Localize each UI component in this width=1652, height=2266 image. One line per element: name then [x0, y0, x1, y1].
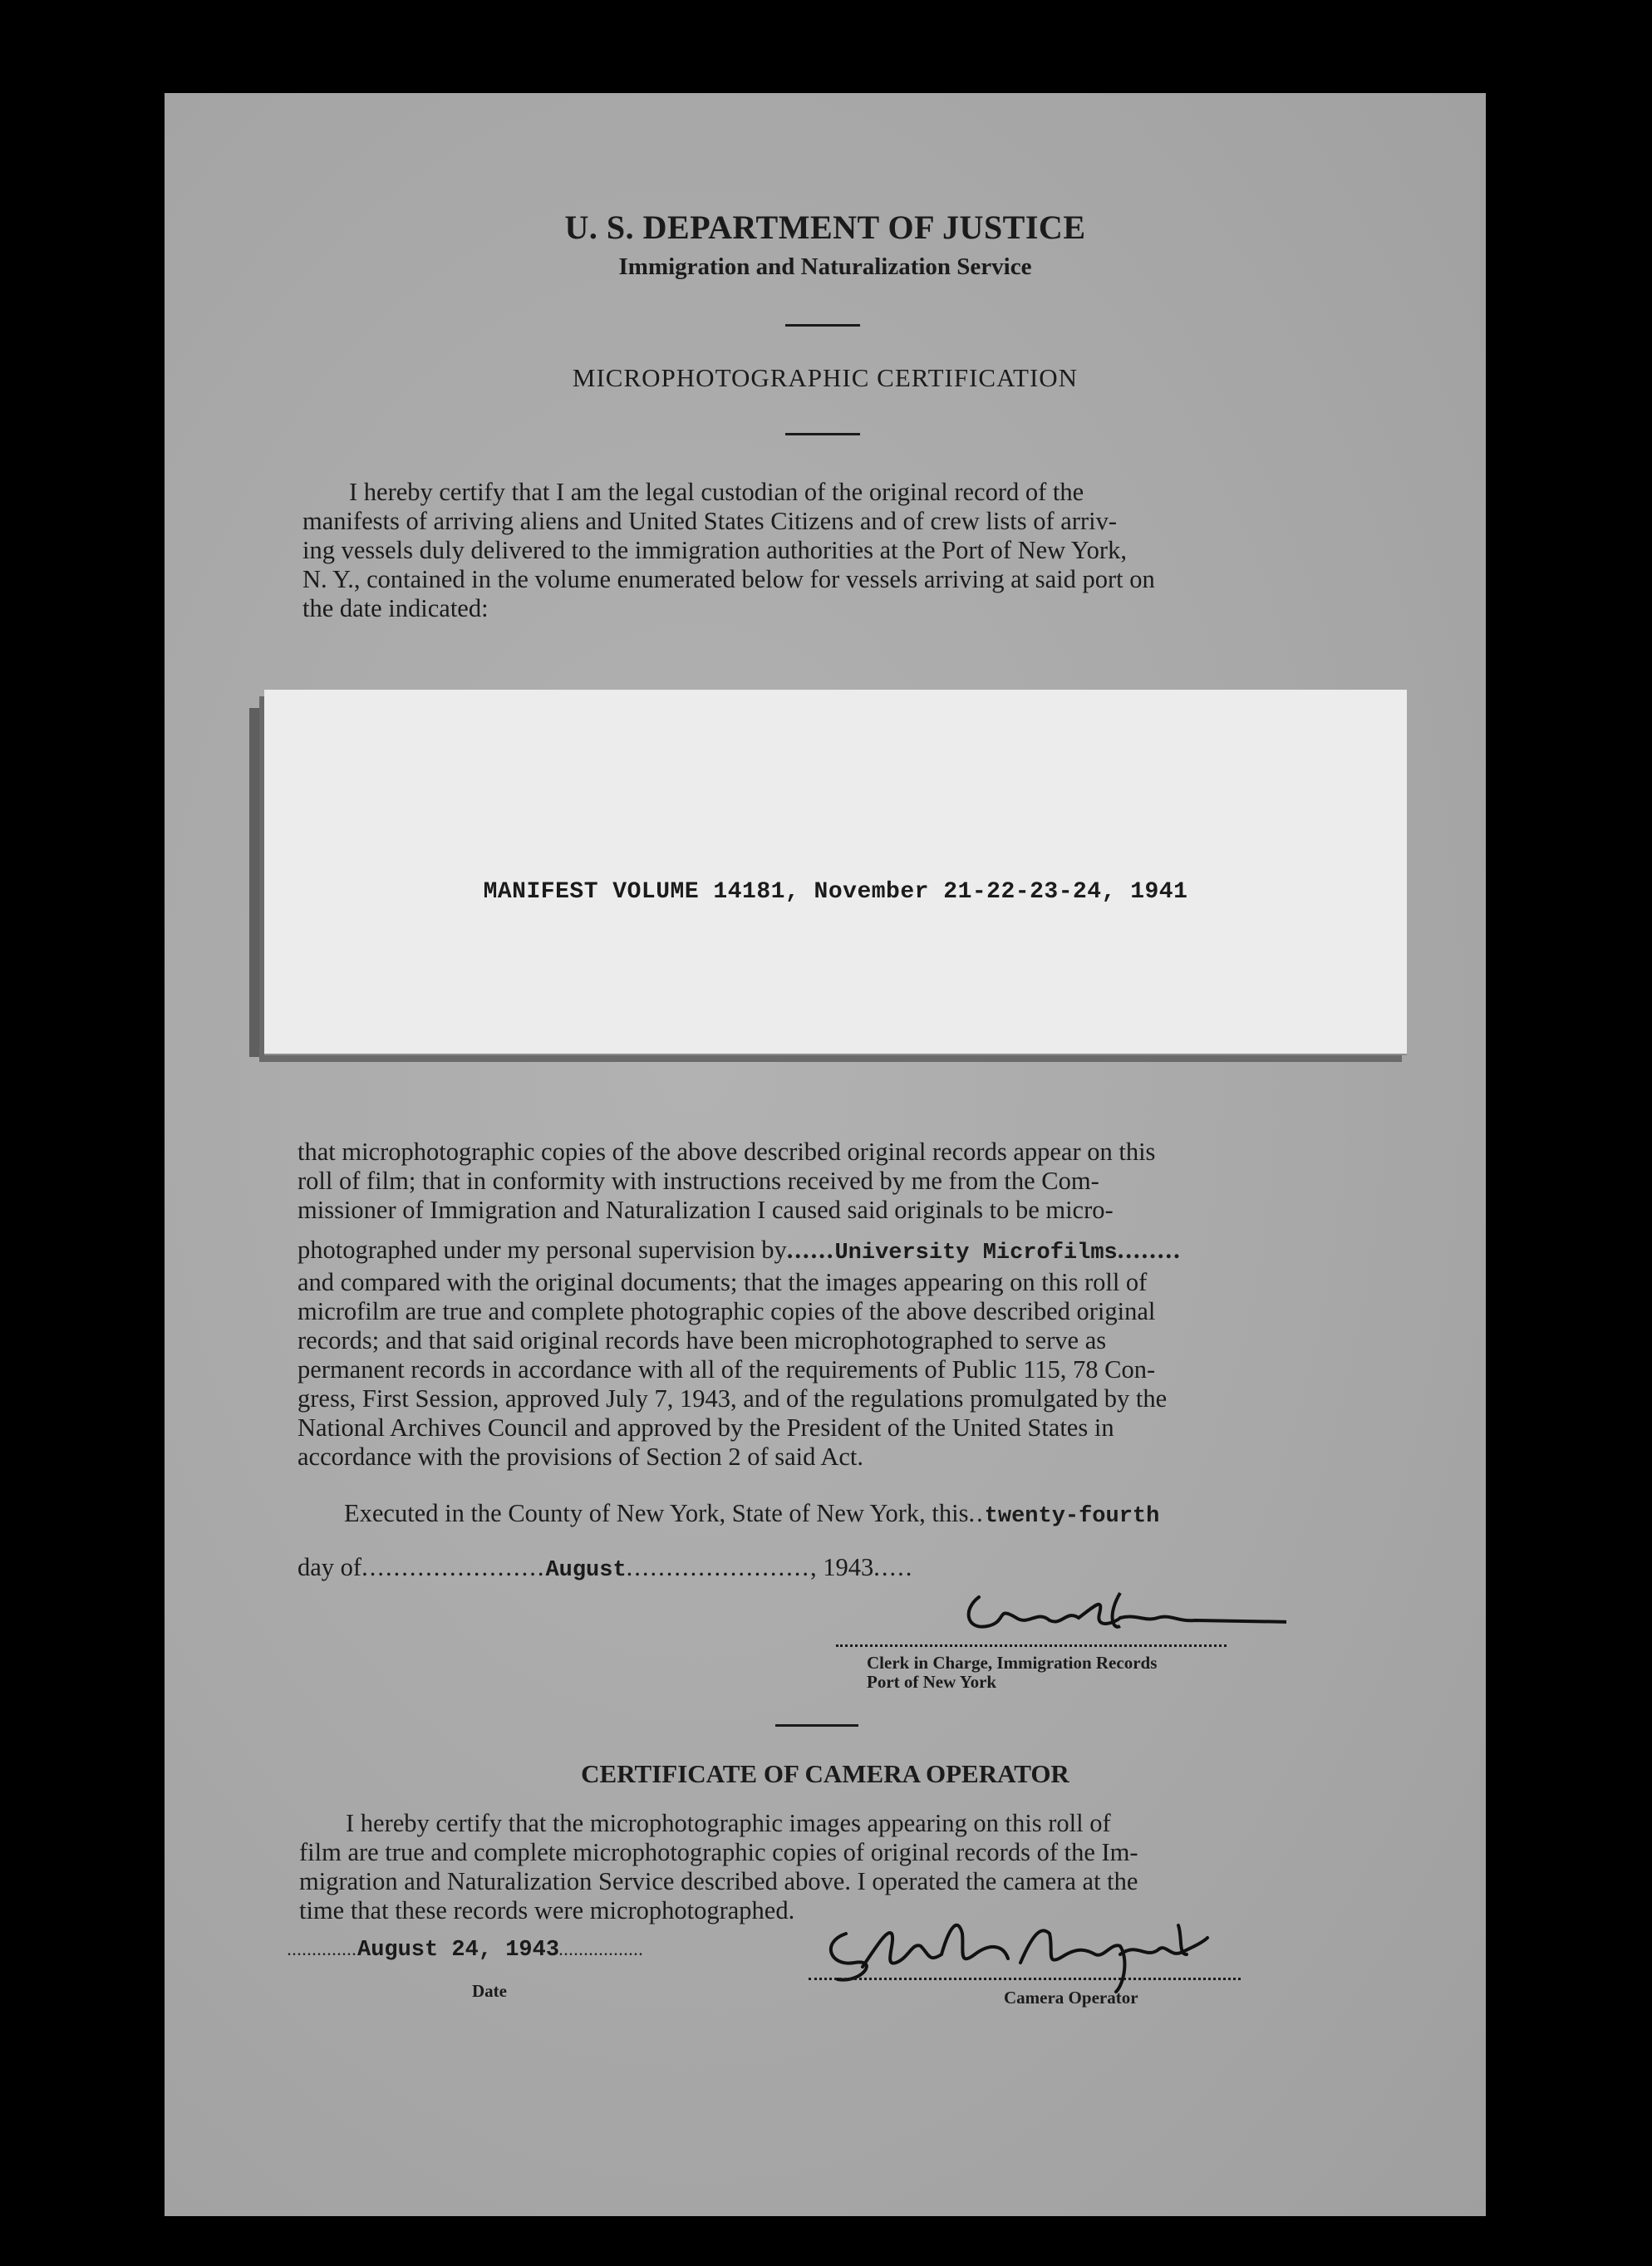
camera-certificate-title: CERTIFICATE OF CAMERA OPERATOR	[581, 1759, 1069, 1788]
supervision-line: photographed under my personal supervision by......University Microfilms........	[297, 1236, 1182, 1266]
body-paragraph: that microphotographic copies of the above described original records appear on this roll of film; that in conformity with instructions received by me from the Com- missioner of Immigration and Naturalization I caused said originals to be micro- photographed under my personal supervision by......University Microfilms........ and compared with the original documents; that the images appearing on this roll of microfilm are true and complete photographic copies of the above described original records; and that said original records have been microphotographed to serve as permanent records in accordance with all of the requirements of Public 115, 78 Con- gress, First Session, approved July 7, 1943, and of the regulations promulgated by the National Archives Council and approved by the President of the United States in accordance with the provisions of Section 2 of said Act.	[297, 1138, 1348, 1472]
department-heading: U. S. DEPARTMENT OF JUSTICE	[564, 209, 1086, 246]
divider	[785, 433, 860, 435]
clerk-signature-line	[836, 1644, 1227, 1647]
manifest-slip	[264, 690, 1407, 1055]
executed-month-line: day of.......................August......................., 1943.....	[297, 1553, 914, 1583]
clerk-signature	[871, 1580, 1286, 1664]
camera-operator-signature	[813, 1909, 1245, 2000]
operator-date: August 24, 1943	[357, 1938, 560, 1963]
divider	[775, 1724, 858, 1727]
divider	[785, 324, 860, 327]
manifest-volume-text: MANIFEST VOLUME 14181, November 21-22-23-24, 1941	[483, 879, 1188, 905]
microfilm-company: University Microfilms	[834, 1241, 1118, 1266]
camera-paragraph: I hereby certify that the microphotographic images appearing on this roll of film are true and complete microphotographic copies of original records of the Im- migration and Naturalization Service described above. I operated the camera at the time that these records were microphotographed.	[299, 1809, 1138, 1924]
executed-day: twenty-fourth	[984, 1504, 1160, 1529]
service-subheading: Immigration and Naturalization Service	[618, 253, 1032, 280]
camera-operator-label: Camera Operator	[1004, 1988, 1138, 2008]
executed-line: Executed in the County of New York, State of New York, this..twenty-fourth	[344, 1499, 1160, 1529]
certificate-sheet	[165, 93, 1486, 2216]
operator-date-field: .............. August 24, 1943 .................	[288, 1938, 645, 1963]
operator-signature-line	[809, 1978, 1241, 1980]
certification-title: MICROPHOTOGRAPHIC CERTIFICATION	[572, 363, 1079, 392]
clerk-title: Clerk in Charge, Immigration Records Port of New York	[867, 1653, 1158, 1692]
intro-paragraph: I hereby certify that I am the legal custodian of the original record of the manifests of arriving aliens and United States Citizens and of crew lists of arriv- ing vessels duly delivered to the immigration authorities at the Port of New York, N. Y., contained in the volume enumerated below for vessels arriving at said port on the date indicated:	[302, 478, 1155, 622]
executed-month: August	[545, 1558, 627, 1583]
date-label: Date	[472, 1981, 507, 2001]
